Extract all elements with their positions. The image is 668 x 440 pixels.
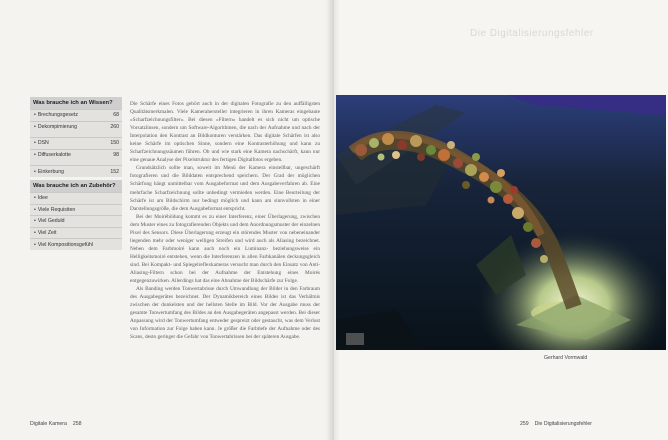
accessory-item: • Viele Requisiten <box>30 204 122 216</box>
knowledge-item: • Diffuserkalotte 98 <box>30 149 122 161</box>
knowledge-item: • Einkerbung 152 <box>30 165 122 177</box>
knowledge-item: • Brechungsgesetz 68 <box>30 109 122 121</box>
body-text <box>130 100 320 422</box>
still-life-photo <box>336 95 666 350</box>
running-title: Digitale Kamera <box>30 421 67 427</box>
paragraph: Grundsätzlich sollte man, soweit im Menü der Kamera einstellbar, ungeschärft fotografieren und die Bilddaten entsprechend speichern. Der Grad der möglichen Schärfung hängt unmittelbar vom Ausgabeformat und dem Ausgabeverfahren ab. Eine mehrfache Scharfzeichnung sollte unbedingt vermieden werden. Eine Beurteilung der Schärfe ist am Bildschirm nur bedingt möglich und kann am sinnvollsten in einer Darstellungsgröße, die dem Ausgabeformat entspricht. <box>130 165 320 212</box>
running-title: Die Digitalisierungsfehler <box>534 421 593 427</box>
knowledge-box <box>30 97 122 177</box>
page-number: 258 <box>72 421 82 427</box>
right-footer <box>520 421 592 427</box>
left-footer <box>30 421 82 427</box>
knowledge-item: • Dekompimierung 260 <box>30 121 122 133</box>
accessory-box-title: Was brauche ich an Zubehör? <box>30 180 122 192</box>
knowledge-box-title: Was brauche ich an Wissen? <box>30 97 122 109</box>
accessory-item: • Viel Kompositionsgefühl <box>30 238 122 250</box>
show-through-title: Die Digitalisierungsfehler <box>470 28 594 39</box>
accessory-item: • Viel Zeit <box>30 227 122 239</box>
accessory-item: • Idee <box>30 192 122 204</box>
photo-illustration <box>336 95 666 350</box>
paragraph: Die Schärfe eines Fotos gehört auch in der digitalen Fotografie zu den auffälligsten Qualitätsmerkmalen. Viele Kamerahersteller integrieren in ihren Kameras eingebaute »Scharfzeichnungsfilter«. Bei diesen »Filtern« handelt es sich nicht um optische Vorsatzlinsen, sondern um Software-Algorithmen, die nach der Aufnahme und nach der Interpolation den Kontrast an Bildkonturen verstärken. Das digitale Schärfen ist also keine Schärfe im optischen Sinne, sondern eine Kontrasterhöhung und kann zu Scharfzeichnungssäumen führen. Ob und wie stark eine Kamera nachschärft, kann nur eine genaue Analyse der Pixelstruktur des fertigen Digitalfotos ergeben. <box>130 101 320 164</box>
left-page <box>0 0 332 440</box>
accessory-item: • Viel Geduld <box>30 215 122 227</box>
page-number: 259 <box>520 421 529 427</box>
accessory-box <box>30 180 122 250</box>
photo-credit: Gerhard Vormwald <box>544 355 588 361</box>
paragraph: Als Banding werden Tonwertabrisse durch Umwandlung der Bilder in den Farbraum des Ausgabegerätes bezeichnet. Der Dynamikbereich eines Bildes ist das Verhältnis zwischen der dunkelsten und der hellsten Stelle im Bild. Vor der Ausgabe muss der gesamte Tonwertumfang des Bildes an den Ausgabegeräten angepasst werden. Bei dieser Anpassung wird der Tonwertumfang entweder gespreizt oder gestaucht, was dem Verlust von Information zur Folge haben kann. Je größer die Farbtiefe der Aufnahme oder des Scans, desto geringer die Gefahr von Tonwertabrissen bei der späteren Ausgabe. <box>130 286 320 341</box>
paragraph: Bei der Moirébildung kommt es zu einer Interferenz, einer Überlagerung, zwischen dem Muster eines zu fotografierenden Objekts und dem Anordnungsmuster der einzelnen Pixel des Sensors. Diese Überlagerung erzeugt ein störendes Muster von nebeneinander liegenden mehr oder weniger welligen Streifen und wird auch als Aliasing bezeichnet. Neben dem Farbmoiré kann auch noch ein Luminanz- beziehungsweise ein Helligkeitsmoiré entstehen, wenn die Interferenzen in allen Farbkanälen deckungsgleich sind. Bei Kompakt- und Spiegelreflexkameras versucht man durch den Einsatz von Anti-Aliasing-Filtern schon bei der Aufnahme der Entstehung eines Moirés entgegenzuwirken. Allerdings hat das eine Abnahme der Bildschärfe zur Folge. <box>130 213 320 285</box>
knowledge-item: • DSN 150 <box>30 137 122 149</box>
